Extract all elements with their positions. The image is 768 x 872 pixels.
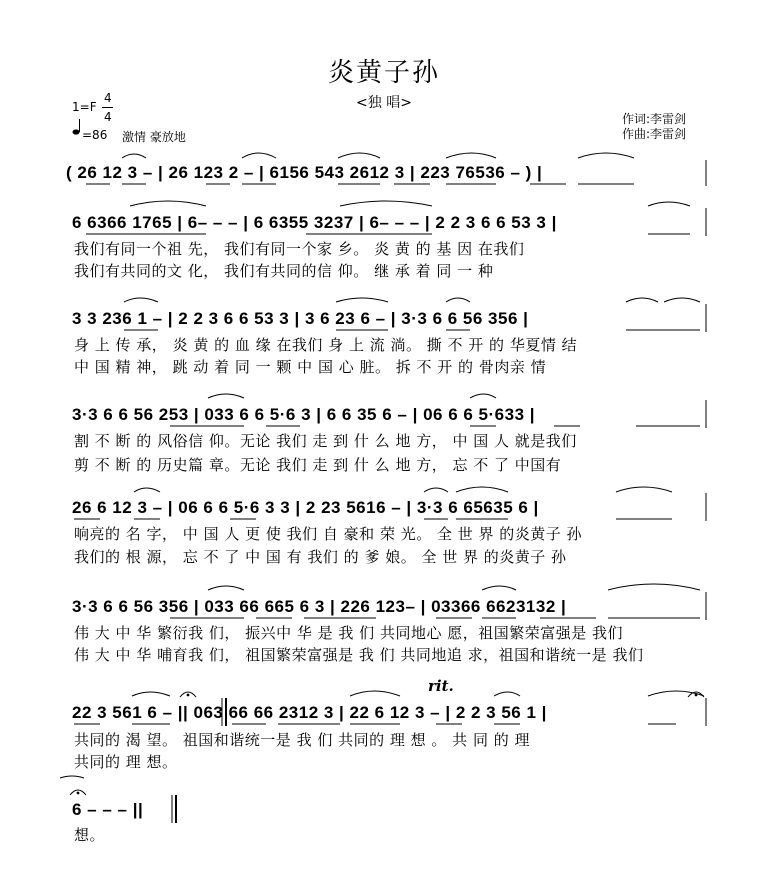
notation-line-2: 6 6366 1765 | 6– – – | 6 6355 3237 | 6– – – | 2 2 3 6 6 53 3 |	[72, 213, 557, 232]
notation-line-5: 26 6 12 3 – | 06 6 6 5·6 3 3 | 2 23 5616 – | 3·3 6 65635 6 |	[72, 498, 539, 517]
lyricist-credit: 作词:李雷剑	[622, 112, 687, 126]
notation-line-7: 22 3 561 6 – || 063 66 66 2312 3 | 22 6 12 3 – | 2 2 3 56 1 |	[72, 703, 547, 722]
lyrics-line-5-verse-2: 我们的 根 源， 忘 不 了 中 国 有 我们 的 爹 娘。 全 世 界 的炎黄子 孙	[74, 548, 567, 566]
lyrics-line-2-verse-2: 我们有共同的文 化， 我们有共同的信 仰。 继 承 着 同 一 种	[74, 262, 494, 280]
notation-line-4: 3·3 6 6 56 253 | 033 6 6 5·6 3 | 6 6 35 6 – | 06 6 6 5·633 |	[72, 405, 536, 424]
song-subtitle: <独 唱>	[356, 95, 412, 111]
song-title: 炎黄子孙	[327, 58, 440, 88]
notation-line-3: 3 3 236 1 – | 2 2 3 6 6 53 3 | 3 6 23 6 – | 3·3 6 6 56 356 |	[72, 309, 529, 328]
lyrics-line-3-verse-2: 中 国 精 神， 跳 动 着 同 一 颗 中 国 心 脏。 拆 不 开 的 骨肉亲 情	[74, 358, 547, 376]
lyrics-line-6-verse-2: 伟 大 中 华 哺育我 们， 祖国繁荣富强是 我 们 共同地追 求，祖国和谐统一是 我们	[74, 646, 644, 664]
expression-marking: 激情 豪放地	[122, 130, 186, 144]
lyrics-line-2-verse-1: 我们有同一个祖 先， 我们有同一个家 乡。 炎 黄 的 基 因 在我们	[74, 240, 525, 258]
lyrics-line-7-verse-2: 共同的 理 想。	[74, 753, 178, 771]
lyrics-line-5-verse-1: 响亮的 名 字， 中 国 人 更 使 我们 自 豪和 荣 光。 全 世 界 的炎黄子 孙	[74, 525, 583, 543]
notation-line-6: 3·3 6 6 56 356 | 033 66 665 6 3 | 226 123– | 03366 6623132 |	[72, 597, 567, 616]
tempo-marking: =86	[82, 128, 108, 142]
quarter-note-icon	[72, 118, 82, 140]
notation-line-8: 6 – – – ||	[72, 800, 144, 819]
composer-credit: 作曲:李雷剑	[622, 127, 687, 141]
lyrics-line-8: 想。	[74, 826, 106, 844]
key-signature: 1=F	[72, 100, 97, 114]
ritardando-marking: rit.	[428, 677, 454, 695]
time-signature-top: 4	[104, 91, 112, 105]
time-signature-bottom: 4	[104, 110, 112, 124]
notation-line-1: ( 26 12 3 – | 26 123 2 – | 6156 543 2612 3 | 223 76536 – ) |	[66, 163, 543, 182]
lyrics-line-6-verse-1: 伟 大 中 华 繁衍我 们， 振兴中 华 是 我 们 共同地心 愿，祖国繁荣富强是 我们	[74, 624, 623, 642]
lyrics-line-4-verse-2: 剪 不 断 的 历史篇 章。无论 我们 走 到 什 么 地 方， 忘 不 了 中国有	[74, 456, 562, 474]
lyrics-line-3-verse-1: 身 上 传 承， 炎 黄 的 血 缘 在我们 身 上 流 淌。 撕 不 开 的 华夏情 结	[74, 336, 578, 354]
lyrics-line-7-verse-1: 共同的 渴 望。 祖国和谐统一是 我 们 共同的 理 想 。 共 同 的 理	[74, 731, 530, 749]
time-signature-divider	[102, 107, 113, 108]
lyrics-line-4-verse-1: 割 不 断 的 风俗信 仰。无论 我们 走 到 什 么 地 方， 中 国 人 就是我们	[74, 432, 577, 450]
